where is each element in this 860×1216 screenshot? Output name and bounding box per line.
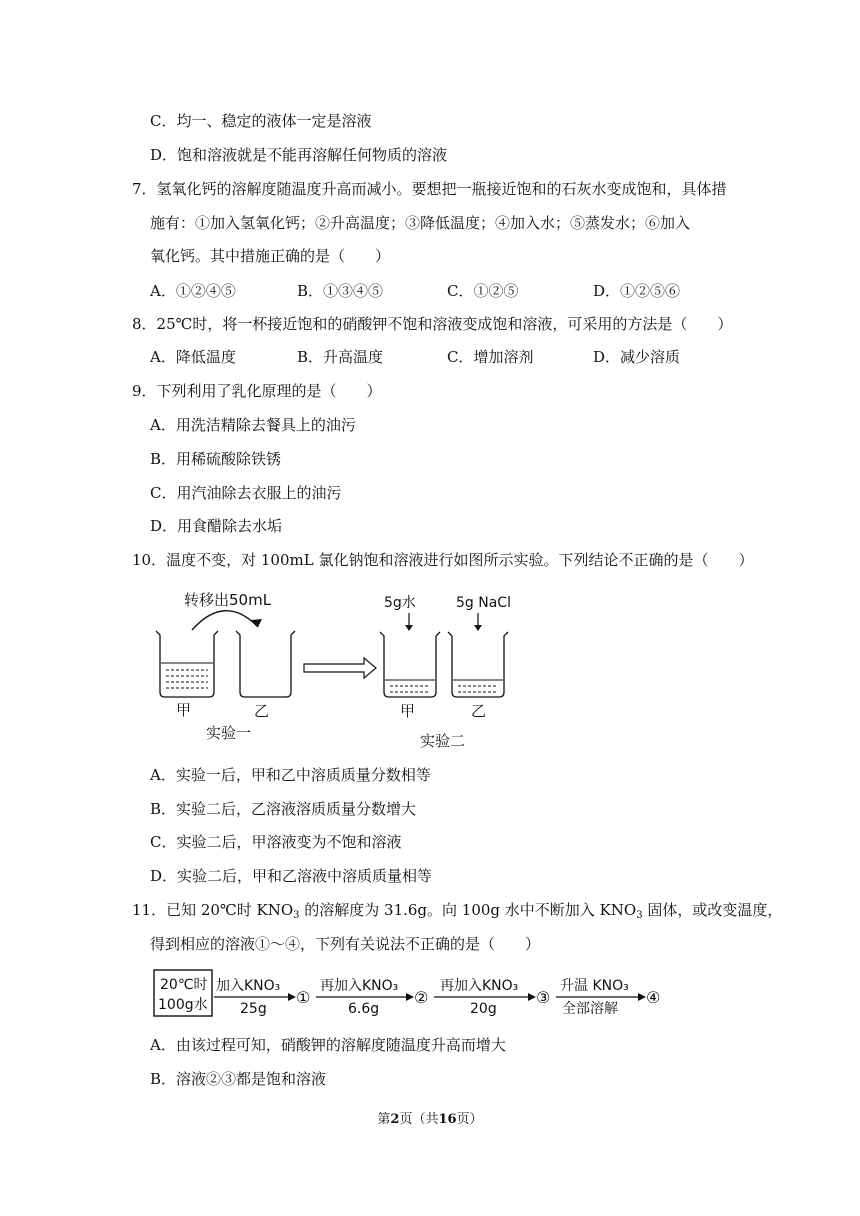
step2-top-label: 再加入KNO₃: [320, 978, 399, 994]
q9-option-b: B．用稀硫酸除铁锈: [150, 450, 282, 468]
q11-stem-line1: [132, 899, 782, 921]
q10-stem: 10．温度不变，对 100mL 氯化钠饱和溶液进行如图所示实验。下列结论不正确的是（ ）: [132, 551, 754, 569]
q6-option-c: C．均一、稳定的液体一定是溶液: [150, 112, 372, 130]
label-yi-exp1: 乙: [254, 702, 270, 720]
process-arrow: [304, 658, 376, 678]
transfer-curve-arrow: [192, 611, 258, 630]
q7-stem-line3: 氧化钙。其中措施正确的是（ ）: [150, 247, 391, 265]
footer-prefix: 第: [377, 1112, 391, 1127]
q8-stem: 8．25℃时，将一杯接近饱和的硝酸钾不饱和溶液变成饱和溶液，可采用的方法是（ ）: [132, 315, 733, 333]
beaker-jia-exp2: [380, 632, 440, 697]
step2-arrow: [406, 993, 414, 1001]
label-jia-exp2: 甲: [400, 702, 416, 720]
step3-top-label: 再加入KNO₃: [440, 978, 519, 994]
q11-option-b: B．溶液②③都是饱和溶液: [150, 1070, 327, 1088]
q7-option-d: D．①②⑤⑥: [593, 282, 681, 300]
label-experiment-1: 实验一: [206, 724, 252, 742]
beaker-yi-exp1: [236, 631, 295, 697]
q11-sub-3a: 3: [293, 910, 300, 921]
q7-option-a: A．①②④⑤: [150, 282, 236, 300]
nacl-down-arrow: [474, 625, 482, 631]
label-5g-nacl: 5g NaCl: [456, 595, 511, 611]
q8-option-a: A．降低温度: [150, 348, 236, 366]
q9-stem: 9．下列利用了乳化原理的是（ ）: [132, 382, 382, 400]
label-experiment-2: 实验二: [420, 732, 466, 750]
q10-option-d: D．实验二后，甲和乙溶液中溶质质量相等: [150, 867, 433, 885]
water-down-arrow: [405, 625, 413, 631]
q11-flow-diagram: [150, 964, 670, 1024]
step1-arrow: [288, 993, 296, 1001]
q7-stem-line1: 7．氢氧化钙的溶解度随温度升高而减小。要想把一瓶接近饱和的石灰水变成饱和，具体措: [132, 180, 727, 198]
q9-option-d: D．用食醋除去水垢: [150, 517, 283, 535]
step1-top-label: 加入KNO₃: [216, 978, 281, 994]
page-footer: [0, 1110, 860, 1130]
step4-arrow: [638, 993, 646, 1001]
q10-option-a: A．实验一后，甲和乙中溶质质量分数相等: [150, 766, 431, 784]
solution-2: ②: [414, 988, 429, 1007]
beaker-jia-exp1: [156, 631, 218, 697]
q8-option-c: C．增加溶剂: [447, 348, 534, 366]
step4-top-label: 升温 KNO₃: [560, 978, 629, 994]
q11-stem-part-b: 的溶解度为 31.6g。向 100g 水中不断加入 KNO: [299, 901, 637, 919]
q11-option-a: A．由该过程可知，硝酸钾的溶解度随温度升高而增大: [150, 1036, 506, 1054]
beaker-yi-exp2: [448, 632, 508, 697]
label-5g-water: 5g水: [384, 595, 416, 611]
initial-temp-label: 20℃时: [160, 977, 208, 993]
q9-option-c: C．用汽油除去衣服上的油污: [150, 484, 342, 502]
q11-stem-part-c: 固体，或改变温度，: [642, 901, 783, 919]
q7-option-c: C．①②⑤: [447, 282, 519, 300]
q9-option-a: A．用洗洁精除去餐具上的油污: [150, 416, 356, 434]
initial-water-label: 100g水: [158, 997, 208, 1013]
label-yi-exp2: 乙: [471, 702, 487, 720]
q11-stem-line2: 得到相应的溶液①～④，下列有关说法不正确的是（ ）: [150, 935, 541, 953]
q11-sub-3b: 3: [636, 910, 643, 921]
step3-bottom-label: 20g: [470, 1001, 497, 1017]
footer-suffix: 页）: [456, 1112, 483, 1127]
q11-stem-part-a: 11．已知 20℃时 KNO: [132, 901, 294, 919]
q10-experiment-figure: [150, 585, 530, 755]
q8-option-b: B．升高温度: [297, 348, 384, 366]
transfer-label: 转移出50mL: [184, 591, 272, 609]
solution-3: ③: [536, 988, 551, 1007]
step1-bottom-label: 25g: [240, 1001, 267, 1017]
solution-1: ①: [296, 988, 311, 1007]
footer-total-pages: 16: [438, 1112, 457, 1127]
q10-option-c: C．实验二后，甲溶液变为不饱和溶液: [150, 833, 402, 851]
q10-option-b: B．实验二后，乙溶液溶质质量分数增大: [150, 800, 417, 818]
solution-4: ④: [646, 988, 661, 1007]
q8-option-d: D．减少溶质: [593, 348, 681, 366]
footer-middle: 页（共: [399, 1112, 439, 1127]
label-jia-exp1: 甲: [176, 701, 192, 719]
step3-arrow: [528, 993, 536, 1001]
q7-stem-line2: 施有：①加入氢氧化钙；②升高温度；③降低温度；④加入水；⑤蒸发水；⑥加入: [150, 214, 691, 232]
footer-page-number: 2: [390, 1112, 400, 1127]
step4-bottom-label: 全部溶解: [562, 1001, 618, 1017]
q6-option-d: D．饱和溶液就是不能再溶解任何物质的溶液: [150, 146, 448, 164]
step2-bottom-label: 6.6g: [348, 1001, 380, 1017]
q7-option-b: B．①③④⑤: [297, 282, 384, 300]
